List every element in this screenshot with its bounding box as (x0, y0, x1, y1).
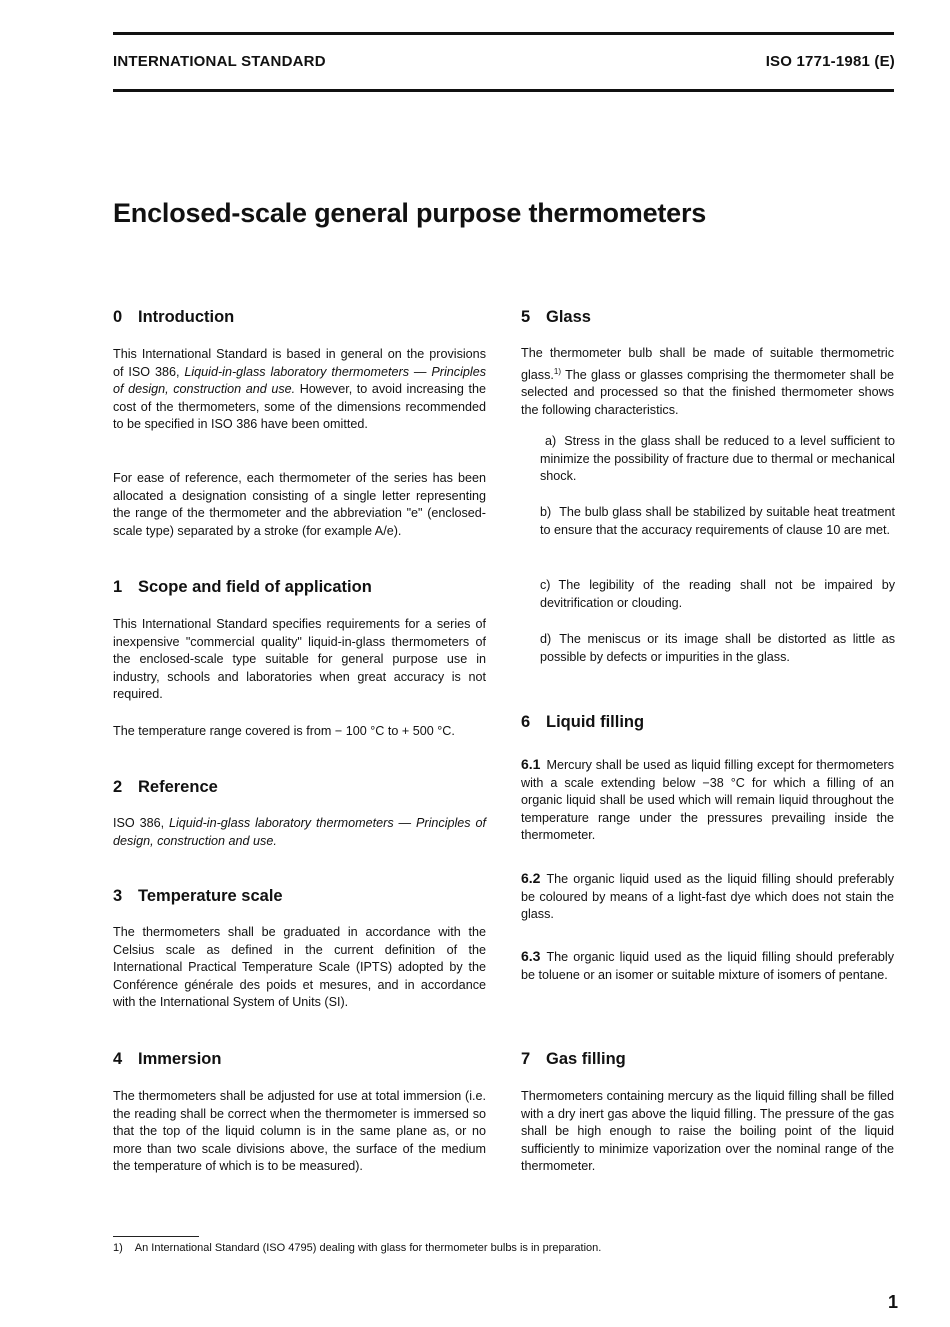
subclause-text: The organic liquid used as the liquid filling should preferably be coloured by means of a light-fast dye which does not stain the glass. (521, 872, 894, 921)
section-title: Immersion (138, 1050, 222, 1068)
section-1-heading (113, 578, 372, 597)
text-run: However, to avoid increasing the cost of the thermometers, some of the dimensions recommended to be specified in ISO 386 have been omitted. (113, 382, 487, 431)
section-number: 7 (521, 1050, 531, 1068)
footnote-reference[interactable]: 1) (553, 366, 562, 376)
section-0-paragraph-1 (113, 346, 486, 434)
header-bottom-rule (113, 89, 894, 92)
section-number: 1 (113, 578, 123, 596)
list-label: d) (540, 632, 552, 646)
text-run: The glass or glasses comprising the thermometer shall be selected and processed so that the finished thermometer shows the following characteristics. (521, 367, 894, 417)
text-run: ISO 386, (113, 816, 169, 830)
section-0-paragraph-2: For ease of reference, each thermometer of the series has been allocated a designation consisting of a single letter representing the range of the thermometer and the abbreviation "e" (enclosed-scale type) separated by a stroke (for example A/e). (113, 471, 486, 538)
section-number: 3 (113, 887, 123, 905)
section-number: 5 (521, 308, 531, 326)
subclause-6-1 (521, 756, 894, 845)
section-3-heading (113, 887, 283, 906)
section-7-paragraph-1: Thermometers containing mercury as the liquid filling shall be filled with a dry inert gas above the liquid filling. The pressure of the gas shall be high enough to raise the boiling point of the liquid sufficiently to minimize vaporization over the nominal range of the thermometer. (521, 1089, 894, 1173)
subclause-6-2 (521, 870, 894, 924)
section-5-heading (521, 308, 591, 327)
section-6-heading (521, 713, 644, 732)
list-text: The legibility of the reading shall not be impaired by devitrification or clouding. (540, 578, 895, 610)
subclause-number: 6.2 (521, 870, 541, 886)
page-number: 1 (887, 1292, 898, 1312)
text-run: The thermometer bulb shall be made of suitable thermometric glass. (521, 346, 894, 382)
section-title: Gas filling (546, 1050, 626, 1068)
cited-title: Liquid-in-glass laboratory thermometers — Principles of design, construction and use. (113, 364, 486, 396)
section-3-paragraph-1: The thermometers shall be graduated in accordance with the Celsius scale as defined in the current definition of the International Practical Temperature Scale (IPTS) adopted by the Conférence générale des poids et mesures, and in accordance with the International System of Units (SI). (113, 925, 486, 1009)
section-title: Reference (138, 778, 218, 796)
section-number: 6 (521, 713, 531, 731)
section-title: Introduction (138, 308, 235, 326)
footnote-text: An International Standard (ISO 4795) dealing with glass for thermometer bulbs is in preparation. (134, 1242, 602, 1254)
list-item-a (540, 433, 895, 486)
section-number: 0 (113, 308, 123, 326)
footnote (113, 1242, 601, 1254)
section-5-paragraph-1 (521, 345, 894, 419)
section-number: 2 (113, 778, 123, 796)
subclause-number: 6.3 (521, 948, 541, 964)
footnote-separator (113, 1236, 199, 1237)
section-title: Liquid filling (546, 713, 645, 731)
section-number: 4 (113, 1050, 123, 1068)
document-title: Enclosed-scale general purpose thermometers (113, 198, 707, 228)
section-0-heading (113, 308, 234, 327)
header-left-label: INTERNATIONAL STANDARD (113, 53, 326, 70)
list-text: Stress in the glass shall be reduced to a level sufficient to minimize the possibility of fracture due to thermal or mechanical shock. (540, 434, 895, 483)
section-title: Scope and field of application (138, 578, 372, 596)
section-7-heading (521, 1050, 626, 1069)
list-text: The bulb glass shall be stabilized by suitable heat treatment to ensure that the accuracy requirements of clause 10 are met. (540, 505, 895, 537)
footnote-label: 1) (113, 1242, 123, 1254)
subclause-text: Mercury shall be used as liquid filling except for thermometers with a scale extending below −38 °C for which a filling of an organic liquid shall be used which will remain liquid throughout the temperature range under the pressures prevailing inside the thermometer. (521, 758, 894, 842)
section-1-paragraph-2: The temperature range covered is from − 100 °C to + 500 °C. (113, 724, 455, 738)
cited-title: Liquid-in-glass laboratory thermometers — Principles of design, construction and use. (113, 816, 486, 848)
header-document-id: ISO 1771-1981 (E) (765, 53, 895, 70)
header-top-rule (113, 32, 894, 35)
section-4-heading (113, 1050, 221, 1069)
list-label: a) (545, 434, 557, 448)
section-1-paragraph-1: This International Standard specifies requirements for a series of inexpensive "commercial quality" liquid-in-glass thermometers of the enclosed-scale type suitable for general purpose use in industry, schools and laboratories when great accuracy is not required. (113, 617, 486, 701)
section-2-paragraph-1 (113, 815, 486, 850)
subclause-6-3 (521, 948, 894, 984)
subclause-text: The organic liquid used as the liquid filling should preferably be toluene or an isomer or suitable mixture of isomers of pentane. (521, 950, 894, 982)
section-4-paragraph-1: The thermometers shall be adjusted for use at total immersion (i.e. the reading shall be correct when the thermometer is immersed so that the top of the liquid column is in the same plane as, or no more than two scale divisions above, the surface of the medium the temperature of which is to be measured). (113, 1089, 486, 1173)
section-title: Temperature scale (138, 887, 283, 905)
list-label: b) (540, 505, 552, 519)
text-run: This International Standard is based in general on the provisions of ISO 386, (113, 347, 486, 379)
section-2-heading (113, 778, 218, 797)
list-text: The meniscus or its image shall be distorted as little as possible by defects or impurities in the glass. (540, 632, 895, 664)
list-item-b (540, 504, 895, 539)
list-item-d (540, 631, 895, 666)
list-label: c) (540, 578, 551, 592)
list-item-c (540, 577, 895, 612)
section-title: Glass (546, 308, 591, 326)
subclause-number: 6.1 (521, 756, 541, 772)
